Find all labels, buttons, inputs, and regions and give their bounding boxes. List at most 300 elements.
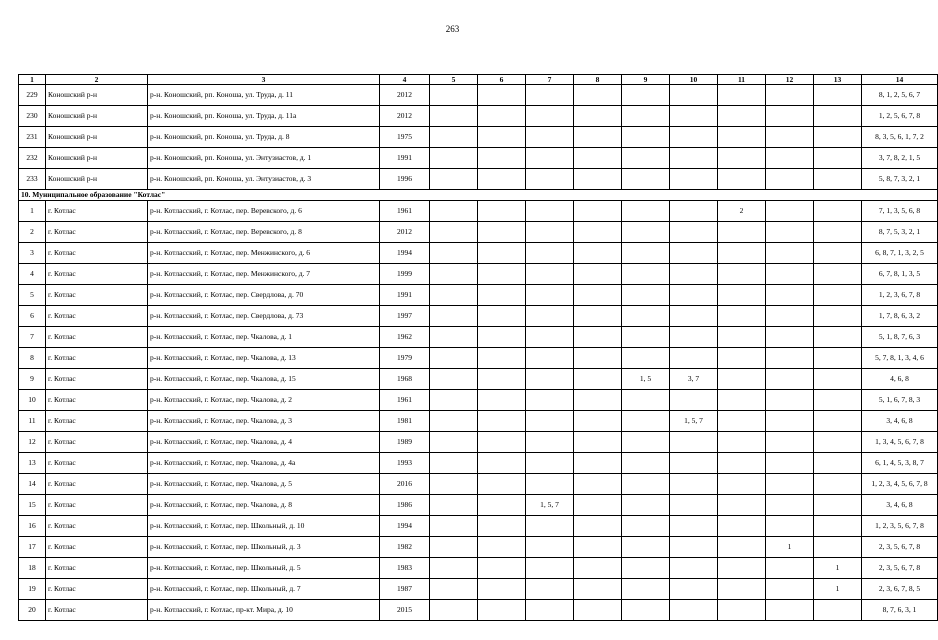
table-cell xyxy=(478,201,526,222)
table-cell xyxy=(718,516,766,537)
table-cell xyxy=(622,537,670,558)
table-cell xyxy=(430,127,478,148)
table-cell xyxy=(526,390,574,411)
column-header: 12 xyxy=(766,75,814,85)
table-cell: 229 xyxy=(19,85,46,106)
table-cell: Коношский р-н xyxy=(46,127,148,148)
table-cell: 9 xyxy=(19,369,46,390)
table-cell xyxy=(766,127,814,148)
table-cell: 3 xyxy=(19,243,46,264)
table-row xyxy=(19,453,938,474)
table-cell xyxy=(574,327,622,348)
table-cell xyxy=(526,127,574,148)
table-cell: 5, 7, 8, 1, 3, 4, 6 xyxy=(862,348,938,369)
table-cell: г. Котлас xyxy=(46,558,148,579)
table-cell: 1986 xyxy=(380,495,430,516)
table-cell xyxy=(478,516,526,537)
table-cell xyxy=(670,600,718,621)
table-cell xyxy=(478,306,526,327)
table-cell: 6, 1, 4, 5, 3, 8, 7 xyxy=(862,453,938,474)
table-cell xyxy=(574,222,622,243)
table-cell xyxy=(766,243,814,264)
table-cell xyxy=(670,579,718,600)
table-cell xyxy=(718,106,766,127)
table-cell: г. Котлас xyxy=(46,390,148,411)
table-cell: г. Котлас xyxy=(46,432,148,453)
table-cell xyxy=(430,243,478,264)
table-cell: 1, 5 xyxy=(622,369,670,390)
table-cell xyxy=(526,411,574,432)
table-cell: р-н. Котласский, г. Котлас, пер. Чкалова, д. 5 xyxy=(148,474,380,495)
data-table xyxy=(18,74,938,621)
table-cell xyxy=(766,390,814,411)
table-cell xyxy=(526,85,574,106)
table-row xyxy=(19,432,938,453)
table-cell xyxy=(430,495,478,516)
table-cell xyxy=(574,127,622,148)
table-cell xyxy=(814,453,862,474)
table-cell xyxy=(718,222,766,243)
table-cell xyxy=(478,495,526,516)
table-cell: 8, 7, 5, 3, 2, 1 xyxy=(862,222,938,243)
table-cell: 1991 xyxy=(380,285,430,306)
table-cell xyxy=(814,600,862,621)
table-cell xyxy=(718,579,766,600)
table-cell xyxy=(814,348,862,369)
table-cell xyxy=(718,306,766,327)
table-cell: р-н. Котласский, г. Котлас, пр-кт. Мира, д. 10 xyxy=(148,600,380,621)
table-cell xyxy=(814,85,862,106)
table-cell xyxy=(526,169,574,190)
table-cell xyxy=(574,264,622,285)
table-cell: р-н. Котласский, г. Котлас, пер. Чкалова, д. 2 xyxy=(148,390,380,411)
table-cell xyxy=(622,127,670,148)
table-cell xyxy=(478,327,526,348)
table-cell xyxy=(814,127,862,148)
table-cell: 4, 6, 8 xyxy=(862,369,938,390)
table-cell xyxy=(670,537,718,558)
table-cell xyxy=(526,474,574,495)
table-cell: г. Котлас xyxy=(46,411,148,432)
table-cell xyxy=(622,453,670,474)
table-cell xyxy=(430,285,478,306)
table-cell: р-н. Котласский, г. Котлас, пер. Чкалова, д. 13 xyxy=(148,348,380,369)
table-cell xyxy=(430,474,478,495)
table-cell: 2, 3, 6, 7, 8, 5 xyxy=(862,579,938,600)
table-cell: 8, 3, 5, 6, 1, 7, 2 xyxy=(862,127,938,148)
table-cell xyxy=(574,432,622,453)
table-row xyxy=(19,537,938,558)
table-cell: 17 xyxy=(19,537,46,558)
table-cell: 1, 2, 3, 4, 5, 6, 7, 8 xyxy=(862,474,938,495)
table-cell: 1962 xyxy=(380,327,430,348)
table-cell xyxy=(718,85,766,106)
table-cell: г. Котлас xyxy=(46,327,148,348)
table-cell xyxy=(670,327,718,348)
table-cell xyxy=(766,432,814,453)
table-cell xyxy=(478,600,526,621)
table-cell: 13 xyxy=(19,453,46,474)
table-row xyxy=(19,285,938,306)
table-cell xyxy=(526,106,574,127)
table-cell: 1994 xyxy=(380,243,430,264)
table-cell xyxy=(718,474,766,495)
table-cell: 232 xyxy=(19,148,46,169)
table-cell xyxy=(574,390,622,411)
table-cell xyxy=(526,201,574,222)
table-cell xyxy=(574,474,622,495)
table-cell: 1994 xyxy=(380,516,430,537)
table-cell xyxy=(526,432,574,453)
table-cell: Коношский р-н xyxy=(46,148,148,169)
table-cell xyxy=(670,516,718,537)
table-cell xyxy=(814,516,862,537)
table-cell: 1, 2, 3, 5, 6, 7, 8 xyxy=(862,516,938,537)
table-cell xyxy=(766,306,814,327)
table-cell xyxy=(766,516,814,537)
table-row xyxy=(19,348,938,369)
table-cell xyxy=(670,432,718,453)
table-cell xyxy=(718,243,766,264)
table-cell xyxy=(430,327,478,348)
table-cell xyxy=(574,537,622,558)
table-cell xyxy=(430,201,478,222)
table-cell xyxy=(430,600,478,621)
table-cell: г. Котлас xyxy=(46,516,148,537)
table-cell xyxy=(670,495,718,516)
table-cell xyxy=(574,600,622,621)
table-cell: 11 xyxy=(19,411,46,432)
table-cell xyxy=(574,411,622,432)
table-cell xyxy=(430,264,478,285)
table-cell xyxy=(814,495,862,516)
table-cell xyxy=(766,495,814,516)
table-cell xyxy=(478,537,526,558)
table-cell: 233 xyxy=(19,169,46,190)
table-cell xyxy=(622,432,670,453)
table-cell xyxy=(718,264,766,285)
table-cell: 5 xyxy=(19,285,46,306)
table-cell xyxy=(574,169,622,190)
table-cell: 5, 1, 6, 7, 8, 3 xyxy=(862,390,938,411)
table-cell xyxy=(718,148,766,169)
table-cell xyxy=(766,285,814,306)
table-cell: 1961 xyxy=(380,390,430,411)
table-cell xyxy=(574,306,622,327)
table-cell: р-н. Котласский, г. Котлас, пер. Менжинского, д. 7 xyxy=(148,264,380,285)
table-cell: 2, 3, 5, 6, 7, 8 xyxy=(862,558,938,579)
table-cell xyxy=(814,474,862,495)
table-cell: г. Котлас xyxy=(46,348,148,369)
table-cell: 1996 xyxy=(380,169,430,190)
table-cell xyxy=(430,558,478,579)
table-cell xyxy=(622,495,670,516)
table-cell xyxy=(430,516,478,537)
table-cell xyxy=(430,579,478,600)
table-cell: 2012 xyxy=(380,106,430,127)
table-cell: 1993 xyxy=(380,453,430,474)
table-cell: 15 xyxy=(19,495,46,516)
table-cell xyxy=(766,369,814,390)
table-cell xyxy=(814,169,862,190)
table-cell: р-н. Котласский, г. Котлас, пер. Свердлова, д. 73 xyxy=(148,306,380,327)
table-cell xyxy=(574,495,622,516)
table-cell xyxy=(622,600,670,621)
table-cell xyxy=(526,285,574,306)
table-cell: 2012 xyxy=(380,222,430,243)
table-cell: 1968 xyxy=(380,369,430,390)
table-cell: р-н. Котласский, г. Котлас, пер. Чкалова, д. 3 xyxy=(148,411,380,432)
section-title: 10. Муниципальное образование "Котлас" xyxy=(19,190,938,201)
table-cell xyxy=(430,148,478,169)
table-cell xyxy=(718,537,766,558)
table-cell: г. Котлас xyxy=(46,285,148,306)
column-header: 4 xyxy=(380,75,430,85)
table-cell: 3, 7 xyxy=(670,369,718,390)
table-cell xyxy=(718,453,766,474)
table-cell: р-н. Котласский, г. Котлас, пер. Чкалова, д. 4а xyxy=(148,453,380,474)
table-cell xyxy=(622,148,670,169)
table-cell xyxy=(670,201,718,222)
table-cell xyxy=(814,306,862,327)
table-cell: 1987 xyxy=(380,579,430,600)
table-cell: р-н. Котласский, г. Котлас, пер. Школьный, д. 3 xyxy=(148,537,380,558)
table-cell xyxy=(478,411,526,432)
table-cell xyxy=(670,127,718,148)
table-cell: р-н. Котласский, г. Котлас, пер. Веревского, д. 8 xyxy=(148,222,380,243)
table-cell xyxy=(574,579,622,600)
table-cell: 14 xyxy=(19,474,46,495)
table-cell xyxy=(478,558,526,579)
table-cell xyxy=(430,222,478,243)
table-cell xyxy=(766,453,814,474)
table-cell xyxy=(814,327,862,348)
table-cell: 1 xyxy=(766,537,814,558)
table-cell xyxy=(430,537,478,558)
table-cell xyxy=(526,453,574,474)
table-cell xyxy=(574,558,622,579)
table-cell: 1981 xyxy=(380,411,430,432)
column-header: 11 xyxy=(718,75,766,85)
table-cell: г. Котлас xyxy=(46,201,148,222)
table-cell: 1, 5, 7 xyxy=(670,411,718,432)
table-cell xyxy=(766,85,814,106)
table-row xyxy=(19,306,938,327)
table-cell: 3, 4, 6, 8 xyxy=(862,411,938,432)
column-header: 5 xyxy=(430,75,478,85)
table-cell xyxy=(670,558,718,579)
table-cell xyxy=(622,474,670,495)
table-cell xyxy=(478,222,526,243)
table-cell: р-н. Котласский, г. Котлас, пер. Чкалова, д. 1 xyxy=(148,327,380,348)
table-cell: р-н. Котласский, г. Котлас, пер. Свердлова, д. 70 xyxy=(148,285,380,306)
table-cell: 10 xyxy=(19,390,46,411)
table-cell xyxy=(814,285,862,306)
table-cell: г. Котлас xyxy=(46,453,148,474)
table-row xyxy=(19,579,938,600)
table-cell xyxy=(526,264,574,285)
table-cell: 2 xyxy=(718,201,766,222)
table-cell: г. Котлас xyxy=(46,579,148,600)
table-cell xyxy=(622,558,670,579)
table-cell xyxy=(718,127,766,148)
table-cell: 18 xyxy=(19,558,46,579)
table-cell: 1982 xyxy=(380,537,430,558)
table-cell xyxy=(814,537,862,558)
table-cell: 2, 3, 5, 6, 7, 8 xyxy=(862,537,938,558)
column-header: 6 xyxy=(478,75,526,85)
table-cell xyxy=(814,432,862,453)
table-cell xyxy=(718,558,766,579)
table-cell xyxy=(670,148,718,169)
table-cell xyxy=(526,600,574,621)
table-cell: г. Котлас xyxy=(46,474,148,495)
table-cell: р-н. Котласский, г. Котлас, пер. Веревского, д. 6 xyxy=(148,201,380,222)
table-cell xyxy=(670,390,718,411)
table-cell xyxy=(622,390,670,411)
table-cell xyxy=(430,453,478,474)
table-cell: 231 xyxy=(19,127,46,148)
column-header: 7 xyxy=(526,75,574,85)
table-row xyxy=(19,169,938,190)
table-row xyxy=(19,516,938,537)
table-cell xyxy=(814,369,862,390)
section-row xyxy=(19,190,938,201)
table-cell: 1999 xyxy=(380,264,430,285)
table-cell: 1, 5, 7 xyxy=(526,495,574,516)
table-cell xyxy=(622,306,670,327)
table-cell xyxy=(670,169,718,190)
table-cell xyxy=(478,169,526,190)
table-cell xyxy=(526,148,574,169)
table-cell xyxy=(430,106,478,127)
table-cell: 1, 2, 5, 6, 7, 8 xyxy=(862,106,938,127)
table-cell: 4 xyxy=(19,264,46,285)
table-cell xyxy=(622,285,670,306)
table-cell xyxy=(814,148,862,169)
table-cell xyxy=(766,201,814,222)
table-cell xyxy=(574,453,622,474)
table-cell xyxy=(622,348,670,369)
table-cell xyxy=(814,243,862,264)
table-cell: 1, 3, 4, 5, 6, 7, 8 xyxy=(862,432,938,453)
table-cell: р-н. Котласский, г. Котлас, пер. Менжинского, д. 6 xyxy=(148,243,380,264)
table-cell xyxy=(622,243,670,264)
table-cell: 16 xyxy=(19,516,46,537)
table-cell: р-н. Коношский, рп. Коноша, ул. Труда, д. 8 xyxy=(148,127,380,148)
table-cell: 2 xyxy=(19,222,46,243)
table-cell xyxy=(718,495,766,516)
table-cell xyxy=(478,369,526,390)
table-cell xyxy=(622,579,670,600)
table-cell xyxy=(478,348,526,369)
table-cell xyxy=(766,411,814,432)
table-cell xyxy=(526,537,574,558)
table-cell: 12 xyxy=(19,432,46,453)
table-cell xyxy=(526,348,574,369)
table-cell xyxy=(718,285,766,306)
table-cell xyxy=(766,474,814,495)
column-header: 13 xyxy=(814,75,862,85)
table-cell: 1989 xyxy=(380,432,430,453)
table-cell xyxy=(622,106,670,127)
table-cell xyxy=(718,432,766,453)
table-cell xyxy=(430,390,478,411)
table-cell xyxy=(478,243,526,264)
table-cell: 1991 xyxy=(380,148,430,169)
table-row xyxy=(19,243,938,264)
table-cell xyxy=(430,306,478,327)
table-cell xyxy=(574,243,622,264)
table-cell xyxy=(718,411,766,432)
table-cell xyxy=(814,411,862,432)
table-cell xyxy=(622,327,670,348)
table-cell: 2015 xyxy=(380,600,430,621)
table-cell: 3, 4, 6, 8 xyxy=(862,495,938,516)
table-row xyxy=(19,600,938,621)
table-cell: р-н. Котласский, г. Котлас, пер. Чкалова, д. 15 xyxy=(148,369,380,390)
table-cell: г. Котлас xyxy=(46,369,148,390)
table-cell xyxy=(766,558,814,579)
table-cell xyxy=(478,148,526,169)
table-cell xyxy=(526,306,574,327)
table-cell: 6, 7, 8, 1, 3, 5 xyxy=(862,264,938,285)
table-cell: 7, 1, 3, 5, 6, 8 xyxy=(862,201,938,222)
table-cell: р-н. Коношский, рп. Коноша, ул. Энтузиастов, д. 3 xyxy=(148,169,380,190)
table-cell xyxy=(622,85,670,106)
table-cell xyxy=(526,243,574,264)
table-row xyxy=(19,201,938,222)
table-cell xyxy=(574,85,622,106)
table-cell xyxy=(574,201,622,222)
table-cell: 1 xyxy=(814,558,862,579)
table-cell: р-н. Котласский, г. Котлас, пер. Школьный, д. 5 xyxy=(148,558,380,579)
table-cell: Коношский р-н xyxy=(46,169,148,190)
table-cell xyxy=(766,348,814,369)
table-cell: р-н. Коношский, рп. Коноша, ул. Энтузиастов, д. 1 xyxy=(148,148,380,169)
table-cell xyxy=(622,222,670,243)
column-header: 8 xyxy=(574,75,622,85)
table-cell xyxy=(766,579,814,600)
table-cell: р-н. Котласский, г. Котлас, пер. Чкалова, д. 4 xyxy=(148,432,380,453)
table-cell: 6, 8, 7, 1, 3, 2, 5 xyxy=(862,243,938,264)
table-cell: г. Котлас xyxy=(46,264,148,285)
table-cell: 7 xyxy=(19,327,46,348)
table-cell: 2016 xyxy=(380,474,430,495)
table-cell xyxy=(766,264,814,285)
table-cell xyxy=(526,222,574,243)
table-cell: 1, 2, 3, 6, 7, 8 xyxy=(862,285,938,306)
table-cell: г. Котлас xyxy=(46,222,148,243)
table-cell xyxy=(526,327,574,348)
table-cell: Коношский р-н xyxy=(46,106,148,127)
table-cell: 20 xyxy=(19,600,46,621)
table-row xyxy=(19,222,938,243)
column-header: 14 xyxy=(862,75,938,85)
table-cell xyxy=(478,579,526,600)
table-cell: 1983 xyxy=(380,558,430,579)
table-cell xyxy=(670,243,718,264)
table-cell xyxy=(430,369,478,390)
table-cell xyxy=(814,201,862,222)
table-cell xyxy=(478,432,526,453)
table-cell xyxy=(574,516,622,537)
table-cell xyxy=(670,348,718,369)
table-cell: 8, 7, 6, 3, 1 xyxy=(862,600,938,621)
table-cell xyxy=(670,85,718,106)
table-cell xyxy=(478,106,526,127)
table-cell xyxy=(430,348,478,369)
